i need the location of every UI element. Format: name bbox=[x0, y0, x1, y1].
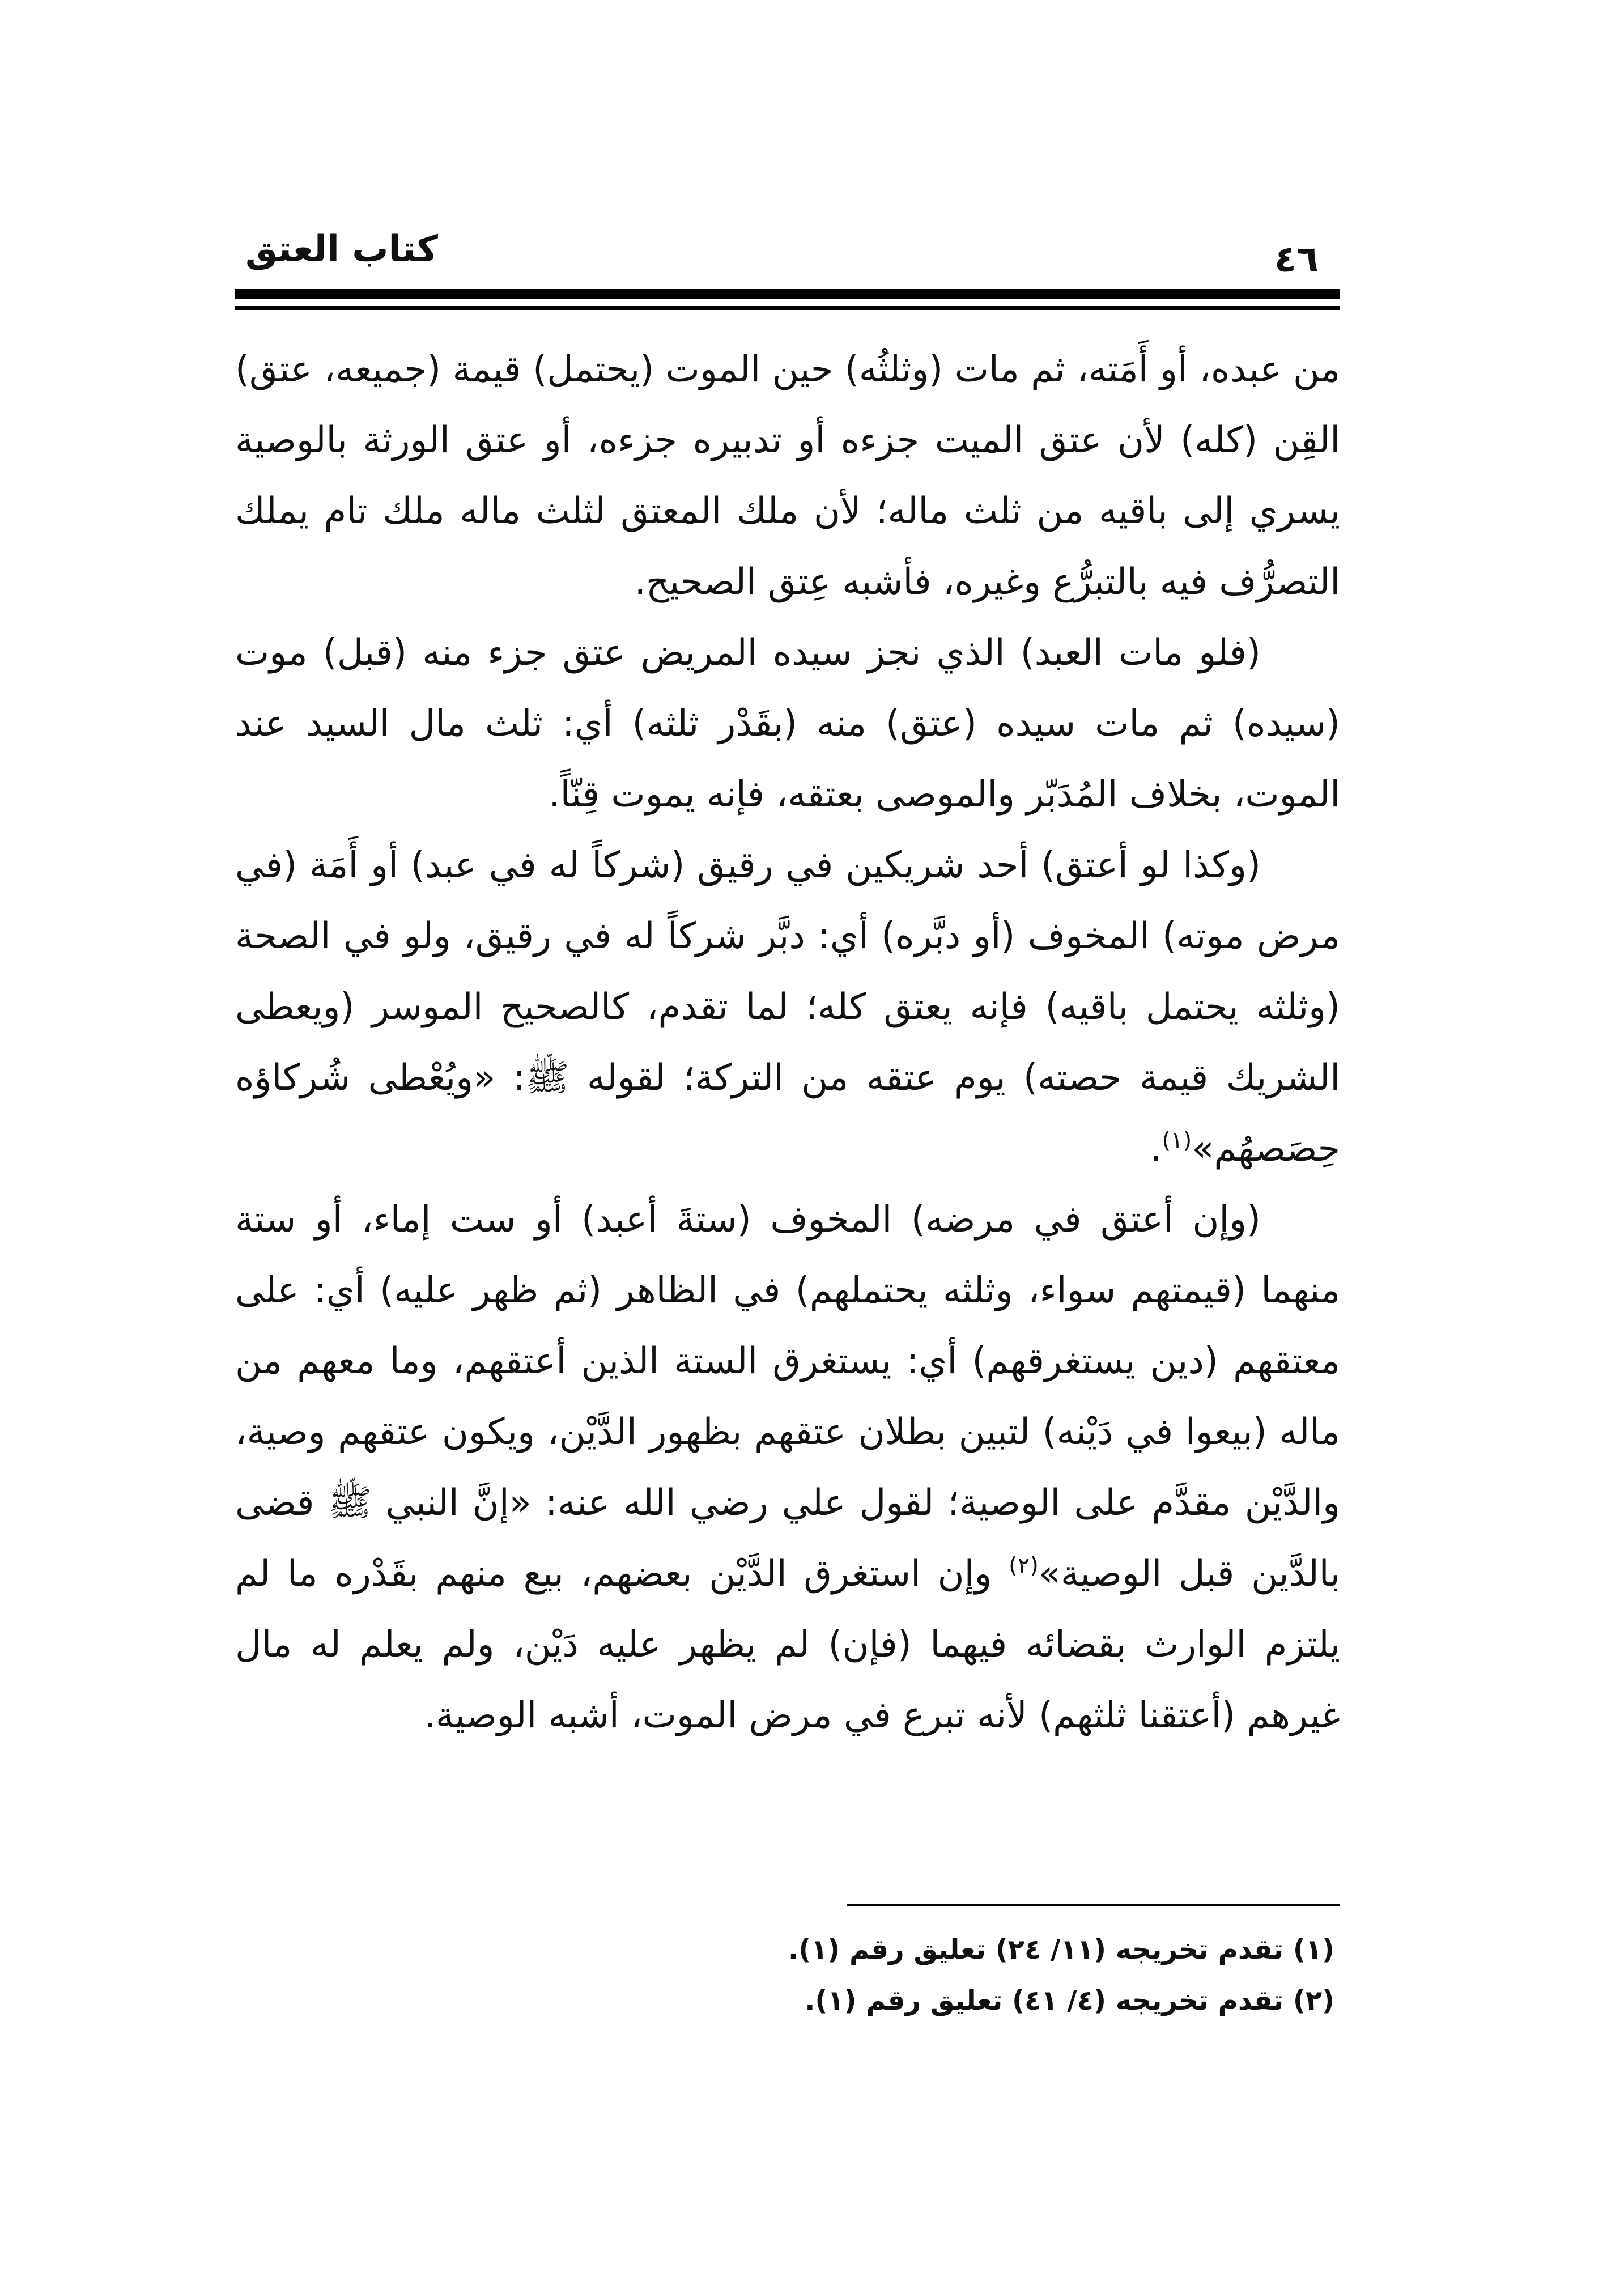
footnote-separator bbox=[847, 1904, 1340, 1906]
main-text bbox=[235, 334, 1340, 1751]
page-number: ٤٦ bbox=[1274, 239, 1319, 281]
paragraph-3: (وكذا لو أعتق) أحد شريكين في رقيق (شركاً له في عبد) أو أَمَة (في مرض موته) المخوف (أو دبَّره) أي: دبَّر شركاً له في رقيق، ولو في الصحة (وثلثه يحتمل باقيه) فإنه يعتق كله؛ لما تقدم، كالصحيح الموسر (ويعطى الشريك قيمة حصته) يوم عتقه من التركة؛ لقوله ﷺ: «ويُعْطى شُركاؤه حِصَصهُم»$^{(١)}$. bbox=[235, 844, 1340, 1170]
footnote-2: (٢) تقدم تخريجه (٤/ ٤١) تعليق رقم (١). bbox=[805, 1985, 1334, 2016]
paragraph-4-text: (وإن أعتق في مرضه) المخوف (ستةَ أعبد) أو ست إماء، أو ستة منهما (قيمتهم سواء، وثلثه يحتملهم) في الظاهر (ثم ظهر عليه) أي: على معتقهم (دين يستغرقهم) أي: يستغرق الستة الذين أعتقهم، وما معهم من ماله (بيعوا في دَيْنه) لتبين بطلان عتقهم بظهور الدَّيْن، ويكون عتقهم وصية، والدَّيْن مقدَّم على الوصية؛ لقول علي رضي الله عنه: «إنَّ النبي ﷺ قضى بالدَّين قبل الوصية» bbox=[235, 1199, 1341, 1595]
page-header bbox=[235, 224, 1340, 281]
header-rule-thick bbox=[235, 289, 1340, 299]
footnote-mark-2: (٢) bbox=[1009, 1552, 1039, 1579]
running-title: كتاب العتق bbox=[245, 228, 438, 270]
paragraph-1: من عبده، أو أَمَته، ثم مات (وثلثُه) حين الموت (يحتمل) قيمة (جميعه، عتق) القِن (كله) لأن عتق الميت جزءه أو تدبيره جزءه، أو عتق الورثة بالوصية يسري إلى باقيه من ثلث ماله؛ لأن ملك المعتق لثلث ماله ملك تام يملك التصرُّف فيه بالتبرُّع وغيره، فأشبه عِتق الصحيح. bbox=[235, 349, 1340, 603]
header-rule-thin bbox=[235, 306, 1340, 310]
paragraph-3-text: (وكذا لو أعتق) أحد شريكين في رقيق (شركاً له في عبد) أو أَمَة (في مرض موته) المخوف (أو دبَّره) أي: دبَّر شركاً له في رقيق، ولو في الصحة (وثلثه يحتمل باقيه) فإنه يعتق كله؛ لما تقدم، كالصحيح الموسر (ويعطى الشريك قيمة حصته) يوم عتقه من التركة؛ لقوله ﷺ: «ويُعْطى شُركاؤه حِصَصهُم» bbox=[235, 844, 1340, 1170]
footnotes bbox=[235, 1924, 1340, 2026]
footnote-mark-1: (١) bbox=[1162, 1127, 1192, 1154]
paragraph-4-continuation: وإن استغرق الدَّيْن بعضهم، بيع منهم بقَدْره ما لم يلتزم الوارث بقضائه فيهما (فإن) لم يظهر عليه دَيْن، ولم يعلم له مال غيرهم (أعتقنا ثلثهم) لأنه تبرع في مرض الموت، أشبه الوصية. bbox=[235, 1553, 1340, 1736]
footnote-1: (١) تقدم تخريجه (١١/ ٢٤) تعليق رقم (١). bbox=[788, 1934, 1334, 1965]
paragraph-2: (فلو مات العبد) الذي نجز سيده المريض عتق جزء منه (قبل) موت (سيده) ثم مات سيده (عتق) منه (بقَدْر ثلثه) أي: ثلث مال السيد عند الموت، بخلاف المُدَبّر والموصى بعتقه، فإنه يموت قِنّاً. bbox=[235, 632, 1340, 816]
paragraph-4 bbox=[235, 1184, 1340, 1751]
